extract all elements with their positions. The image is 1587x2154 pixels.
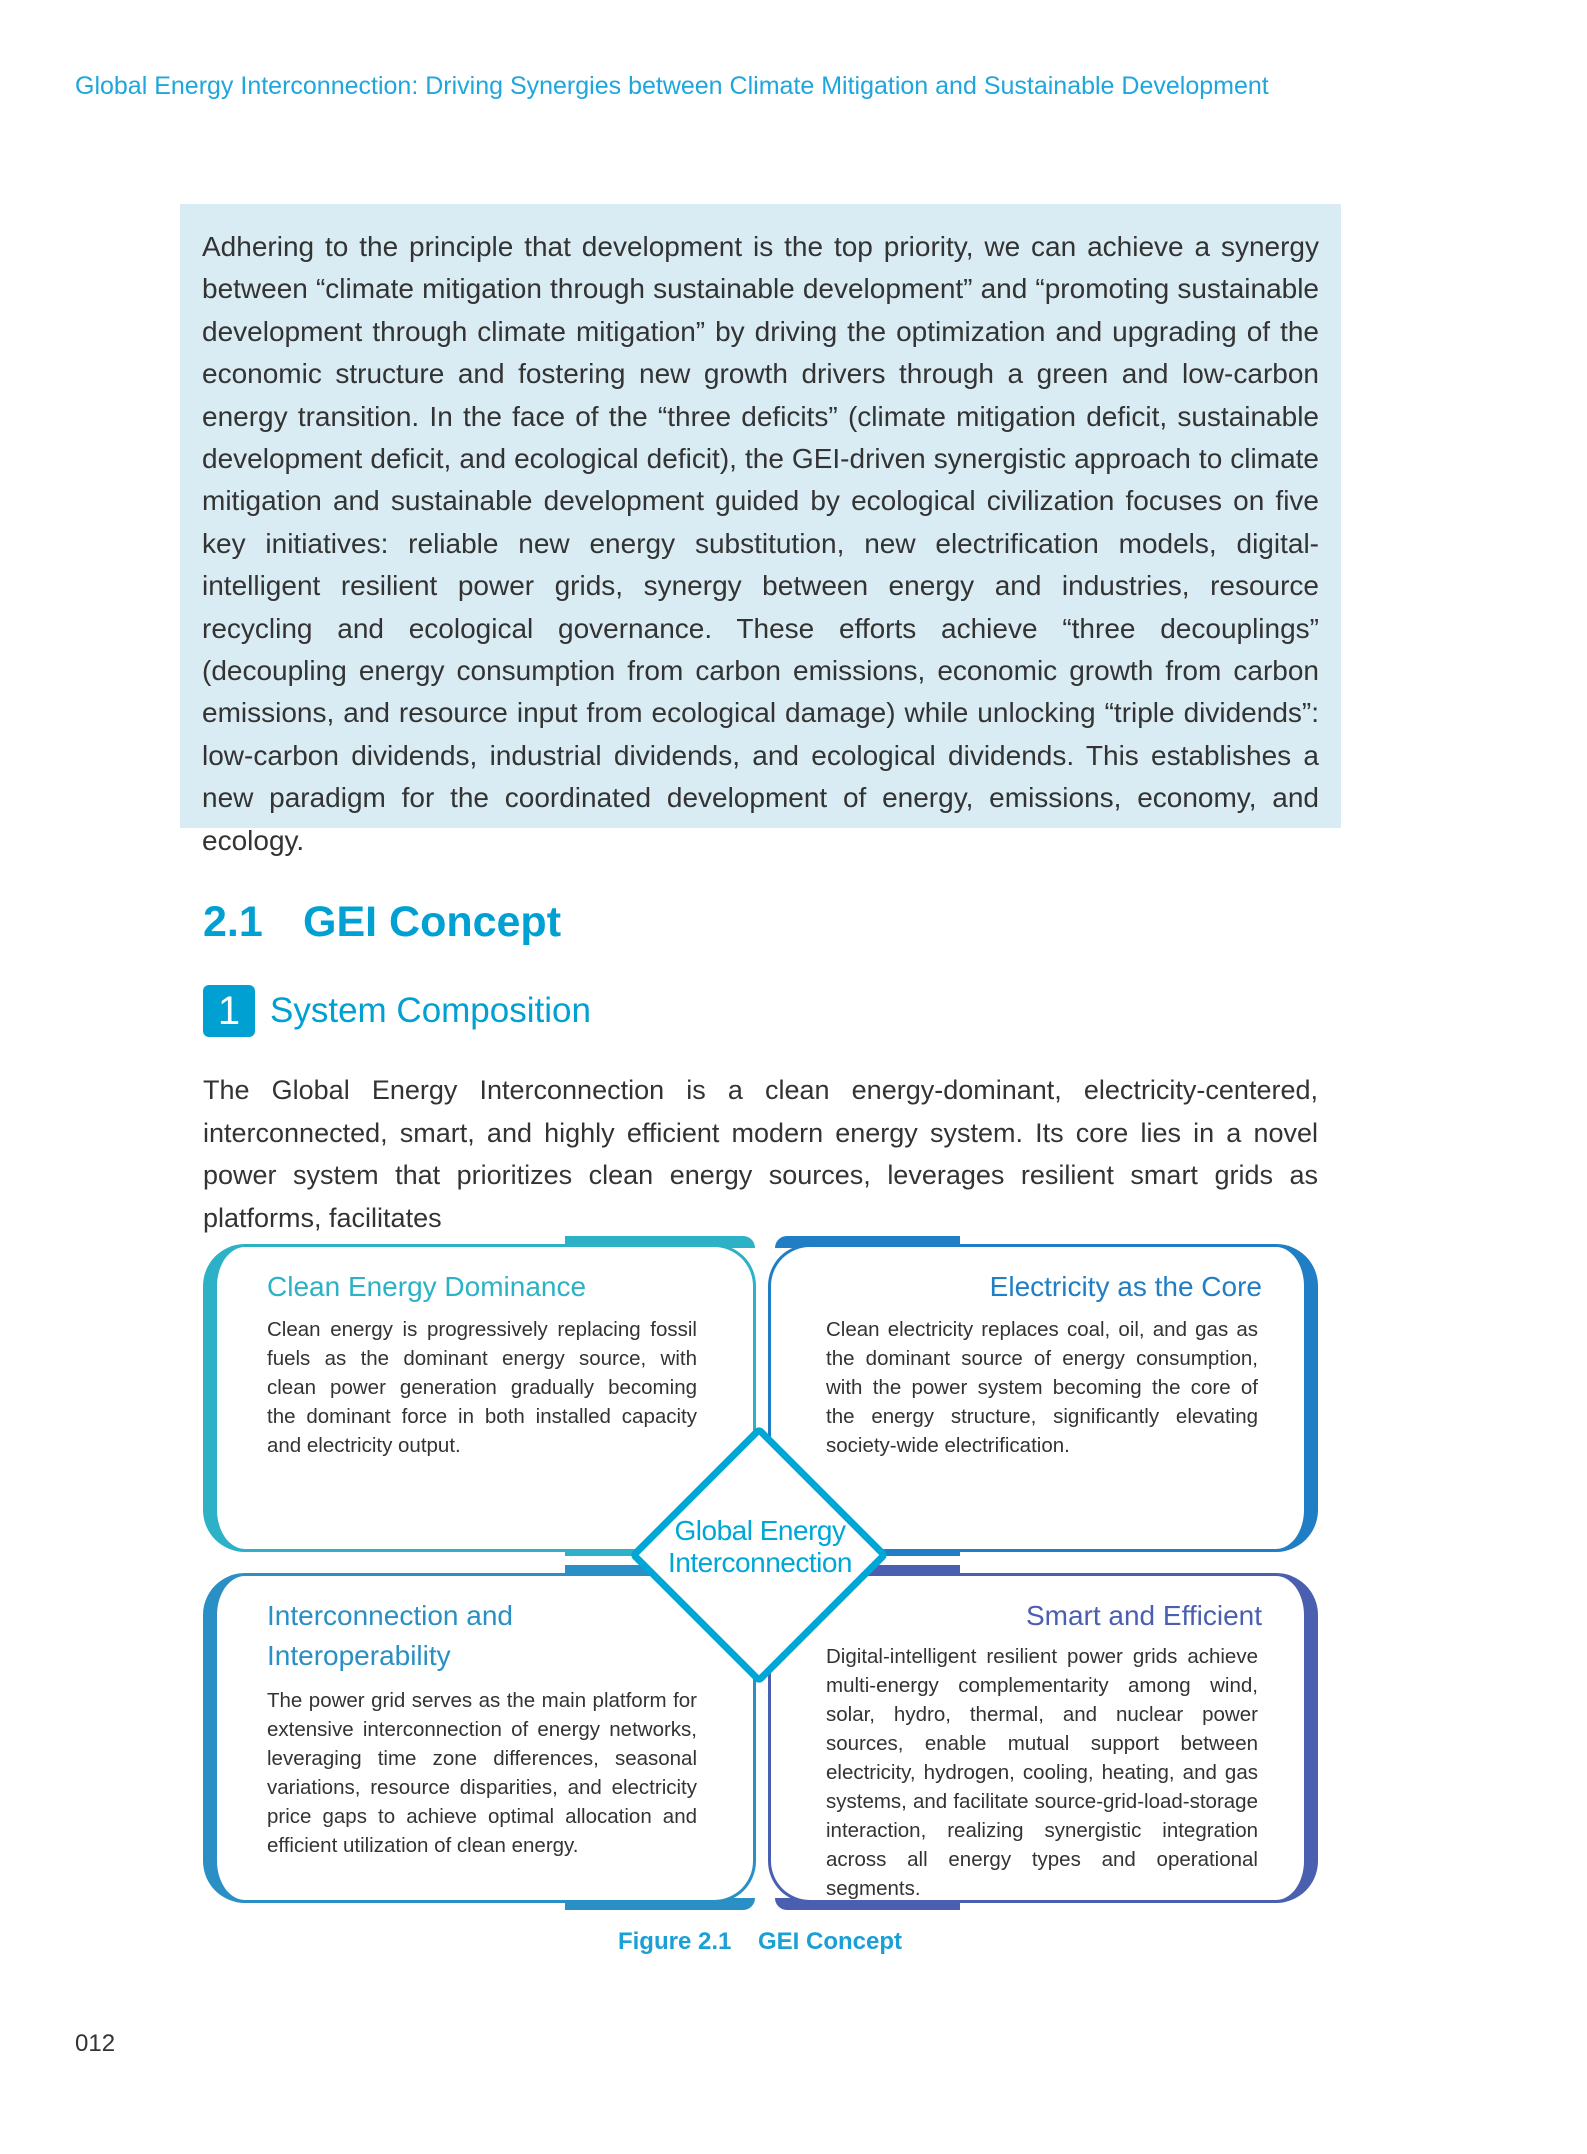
card-body: Digital-intelligent resilient power grids achieve multi-energy complementarity among wind, solar, hydro, thermal, and nuclear power sources, enable mutual support between electricity, hydrogen, cooling, heating, and gas systems, and facilitate source-grid-load-storage interaction, realizing synergistic integration across all energy types and operational segments. [826, 1645, 1258, 1900]
card-body: Clean electricity replaces coal, oil, and gas as the dominant source of energy consumption, with the power system becoming the core of the energy structure, significantly elevating society-wide electrification. [826, 1318, 1258, 1457]
section-heading [203, 898, 561, 947]
card-interconnection-interoperability [203, 1573, 756, 1903]
summary-box: Adhering to the principle that development is the top priority, we can achieve a synergy between “climate mitigation through sustainable development” and “promoting sustainable development through climate mitigation” by driving the optimization and upgrading of the economic structure and fostering new growth drivers through a green and low-carbon energy transition. In the face of the “three deficits” (climate mitigation deficit, sustainable development deficit, and ecological deficit), the GEI-driven synergistic approach to climate mitigation and sustainable development guided by ecological civilization focuses on five key initiatives: reliable new energy substitution, new electrification models, digital-intelligent resilient power grids, synergy between energy and industries, resource recycling and ecological governance. These efforts achieve “three decouplings” (decoupling energy consumption from carbon emissions, economic growth from carbon emissions, and resource input from ecological damage) while unlocking “triple dividends”: low-carbon dividends, industrial dividends, and ecological dividends. This establishes a new paradigm for the coordinated development of energy, emissions, economy, and ecology. [180, 204, 1341, 828]
page-number: 012 [75, 2030, 116, 2057]
center-label-line2: Interconnection [668, 1547, 852, 1578]
figure-caption: Figure 2.1 GEI Concept [617, 1928, 903, 1955]
section-title: GEI Concept [303, 898, 562, 946]
subsection-title: System Composition [270, 991, 591, 1030]
card-smart-efficient [768, 1573, 1318, 1903]
card-clean-energy-dominance [203, 1244, 756, 1552]
card-electricity-as-core [768, 1244, 1318, 1552]
card-title: Clean Energy Dominance [267, 1271, 587, 1302]
section-number: 2.1 [203, 898, 263, 946]
subsection-number-badge: 1 [203, 985, 255, 1037]
center-label-line1: Global Energy [674, 1515, 846, 1546]
intro-paragraph: The Global Energy Interconnection is a clean energy-dominant, electricity-centered, interconnected, smart, and highly efficient modern energy system. Its core lies in a novel power system that prioritizes clean energy sources, leverages resilient smart grids as platforms, facilitates [203, 1075, 1318, 1233]
card-title: Electricity as the Core [989, 1271, 1262, 1302]
card-title: Interconnection and Interoperability [267, 1600, 513, 1671]
card-body: The power grid serves as the main platform for extensive interconnection of energy networks, leveraging time zone differences, seasonal variations, resource disparities, and electricity price gaps to achieve optimal allocation and efficient utilization of clean energy. [267, 1689, 697, 1857]
center-label [640, 1515, 880, 1579]
card-title: Smart and Efficient [1025, 1600, 1262, 1631]
card-body: Clean energy is progressively replacing fossil fuels as the dominant energy source, with clean power generation gradually becoming the dominant force in both installed capacity and electricity output. [267, 1318, 697, 1457]
running-header: Global Energy Interconnection: Driving Synergies between Climate Mitigation and Sustainable Development [75, 72, 1269, 100]
